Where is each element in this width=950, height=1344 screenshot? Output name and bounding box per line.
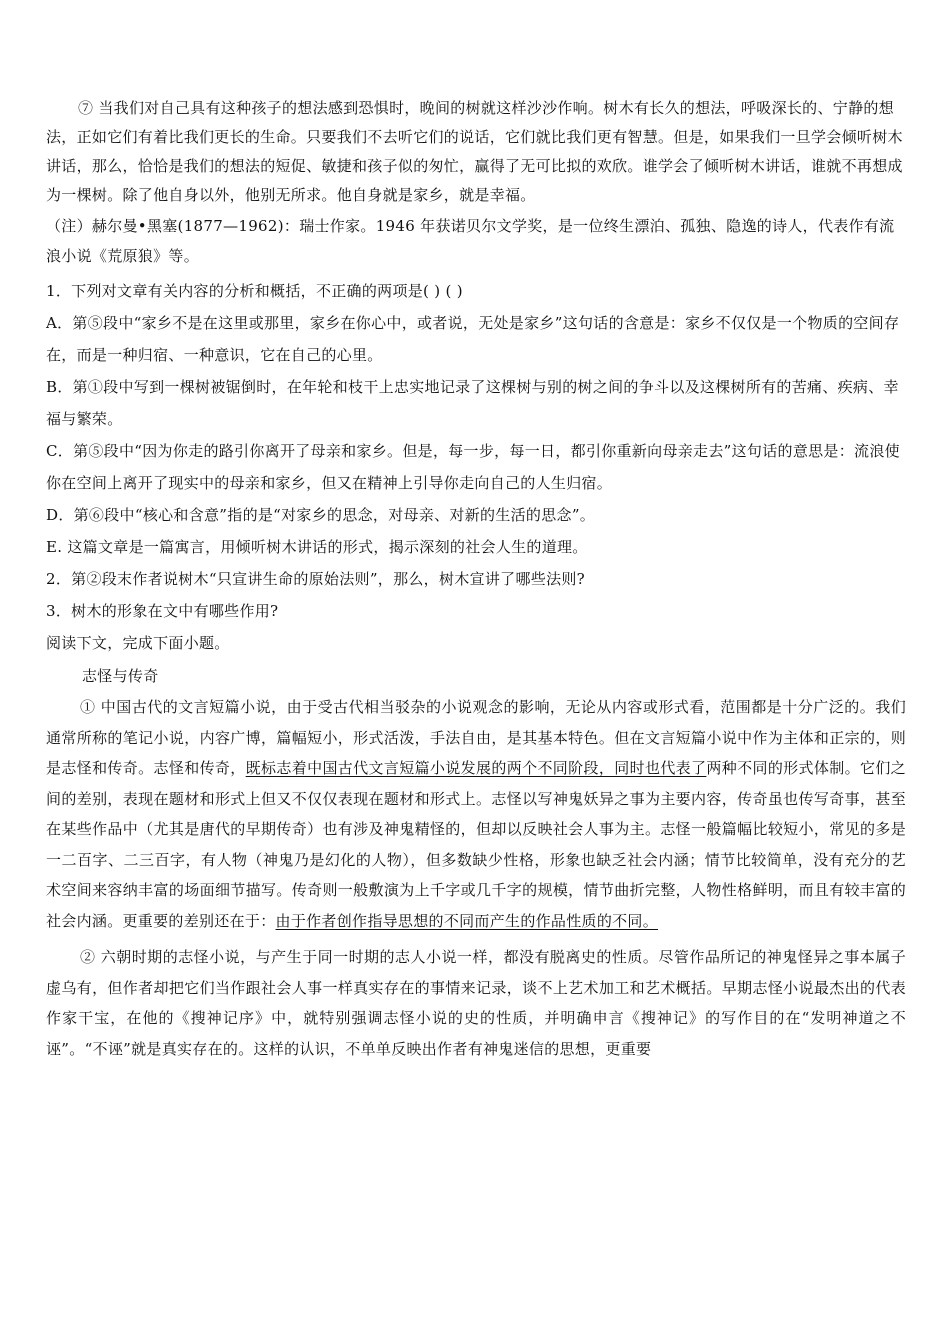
option-c: C．第⑤段中“因为你走的路引你离开了母亲和家乡。但是，每一步，每一日，都引你重新向母亲走去”这句话的意思是：流浪使你在空间上离开了现实中的母亲和家乡，但又在精神上引导你走向自己的人生归宿。 xyxy=(46,442,900,492)
paragraph-7: ⑦ 当我们对自己具有这种孩子的想法感到恐惧时，晚间的树就这样沙沙作响。树木有长久的想法，呼吸深长的、宁静的想法，正如它们有着比我们更长的生命。只要我们不去听它们的说话，它们就比我们更有智慧。但是，如果我们一旦学会倾听树木讲话，那么，恰恰是我们的想法的短促、敏捷和孩子似的匆忙，赢得了无可比拟的欢欣。谁学会了倾听树木讲话，谁就不再想成为一棵树。除了他自身以外，他别无所求。他自身就是家乡，就是幸福。 xyxy=(46,99,903,204)
article-paragraph-1 xyxy=(46,692,906,936)
underlined-phrase-1: 既标志着中国古代文言短篇小说发展的两个不同阶段，同时也代表了 xyxy=(245,759,707,777)
question-2: 2．第②段末作者说树木“只宣讲生命的原始法则”，那么，树木宣讲了哪些法则? xyxy=(46,570,586,588)
article-paragraph-2: ② 六朝时期的志怪小说，与产生于同一时期的志人小说一样，都没有脱离史的性质。尽管作品所记的神鬼怪异之事本属子虚乌有，但作者却把它们当作跟社会人事一样真实存在的事情来记录，谈不上艺术加工和艺术概括。早期志怪小说最杰出的代表作家干宝，在他的《搜神记序》中，就特别强调志怪小说的史的性质，并明确申言《搜神记》的写作目的在“发明神道之不诬”。“不诬”就是真实存在的。这样的认识，不单单反映出作者有神鬼迷信的思想，更重要 xyxy=(46,948,906,1058)
question-3: 3．树木的形象在文中有哪些作用? xyxy=(46,602,279,620)
underlined-phrase-2: 由于作者创作指导思想的不同而产生的作品性质的不同。 xyxy=(275,911,659,930)
article-paragraph-1-text: ① 中国古代的文言短篇小说，由于受古代相当驳杂的小说观念的影响，无论从内容或形式看，范围都是十分广泛的。我们通常所称的笔记小说，内容广博，篇幅短小，形式活泼，手法自由，是其基本特色。但在文言短篇小说中作为主体和正宗的，则是志怪和传奇。志怪和传奇， xyxy=(46,698,906,777)
option-a: A．第⑤段中“家乡不是在这里或那里，家乡在你心中，或者说，无处是家乡”这句话的含意是：家乡不仅仅是一个物质的空间存在，而是一种归宿、一种意识，它在自己的心里。 xyxy=(46,314,900,364)
option-d: D．第⑥段中“核心和含意”指的是“对家乡的思念，对母亲、对新的生活的思念”。 xyxy=(46,506,596,524)
question-1: 1．下列对文章有关内容的分析和概括，不正确的两项是( ) ( ) xyxy=(46,282,463,300)
option-b: B．第①段中写到一棵树被锯倒时，在年轮和枝干上忠实地记录了这棵树与别的树之间的争斗以及这棵树所有的苦痛、疾病、幸福与繁荣。 xyxy=(46,378,899,428)
reading-instruction: 阅读下文，完成下面小题。 xyxy=(46,634,230,652)
document-page xyxy=(46,94,906,1064)
article-paragraph-1-text-cont: 两种不同的形式体制。它们之间的差别，表现在题材和形式上但又不仅仅表现在题材和形式上。志怪以写神鬼妖异之事为主要内容，传奇虽也传写奇事，甚至在某些作品中（尤其是唐代的早期传奇）也有涉及神鬼精怪的，但却以反映社会人事为主。志怪一般篇幅比较短小，常见的多是一二百字、二三百字，有人物（神鬼乃是幻化的人物），但多数缺少性格，形象也缺乏社会内涵；情节比较简单，没有充分的艺术空间来容纳丰富的场面细节描写。传奇则一般敷演为上千字或几千字的规模，情节曲折完整，人物性格鲜明，而且有较丰富的社会内涵。更重要的差别还在于： xyxy=(46,759,906,930)
article-title: 志怪与传奇 xyxy=(82,667,159,685)
author-note: （注）赫尔曼•黑塞(1877—1962)：瑞士作家。1946 年获诺贝尔文学奖，是一位终生漂泊、孤独、隐逸的诗人，代表作有流浪小说《荒原狼》等。 xyxy=(46,217,895,265)
option-e: E. 这篇文章是一篇寓言，用倾听树木讲话的形式，揭示深刻的社会人生的道理。 xyxy=(46,538,588,556)
